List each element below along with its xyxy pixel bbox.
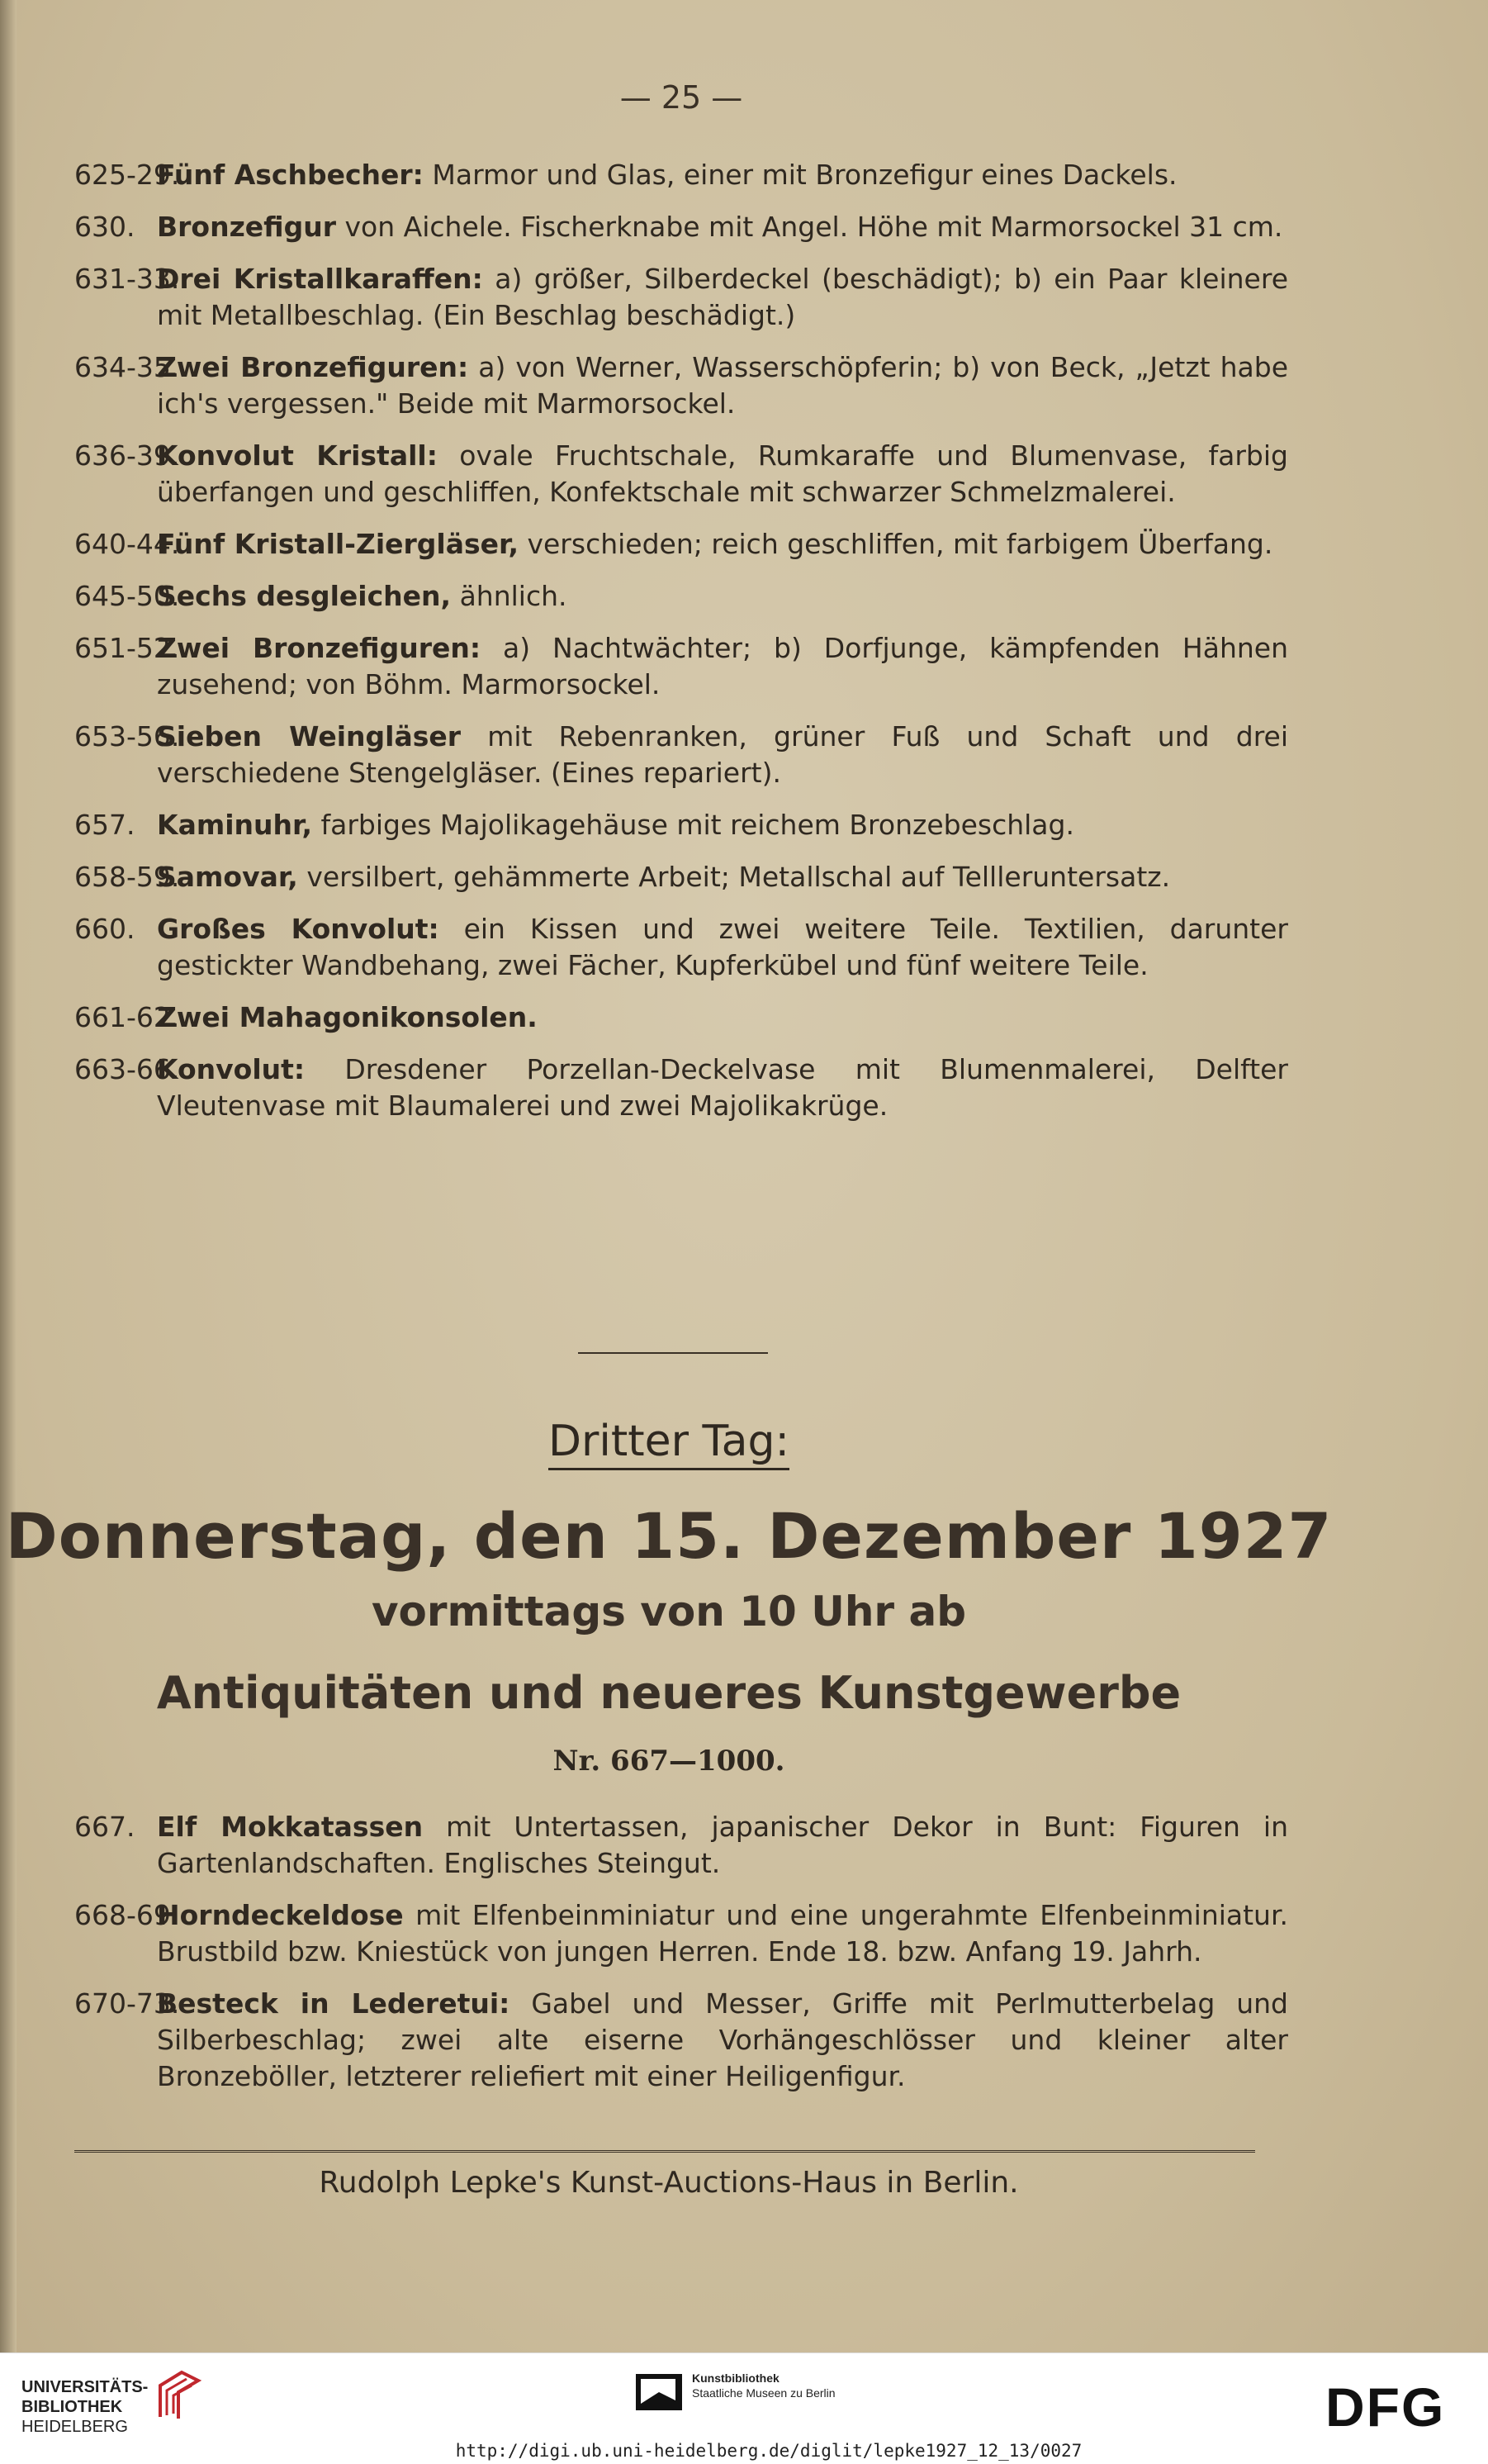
lot-description: mit Untertassen, japanischer Dekor in Bunt: Figuren in Gartenlandschaften. Englisches Steingut. bbox=[157, 1811, 1289, 1879]
lot-description: mit Elfenbeinminiatur und eine ungerahmte Elfenbeinminiatur. Brustbild bzw. Kniestück von jungen Herren. Ende 18. bzw. Anfang 19. Jahrh. bbox=[157, 1899, 1288, 1968]
lot-title: Samovar, bbox=[157, 861, 298, 893]
lot-title: Großes Konvolut: bbox=[157, 913, 439, 945]
ub-line2: BIBLIOTHEK bbox=[21, 2398, 123, 2416]
lot-number: 640-44. bbox=[74, 528, 180, 560]
date-heading: Donnerstag, den 15. Dezember 1927 bbox=[5, 1499, 1333, 1573]
lot-description: ovale Fruchtschale, Rumkaraffe und Blumenvase, farbig überfangen und geschliffen, Konfektschale mit schwarzer Schmelzmalerei. bbox=[157, 439, 1288, 508]
lot-title: Zwei Bronzefiguren: bbox=[157, 351, 469, 383]
lot-number: 660. bbox=[74, 913, 135, 945]
lot-entry bbox=[74, 1986, 1288, 2095]
lot-description: von Aichele. Fischerknabe mit Angel. Höhe mit Marmorsockel 31 cm. bbox=[336, 211, 1283, 243]
lot-entry bbox=[74, 157, 1288, 193]
lot-title: Bronzefigur bbox=[157, 211, 337, 243]
lot-entry bbox=[74, 1809, 1288, 1882]
ub-line3: HEIDELBERG bbox=[21, 2418, 128, 2436]
dfg-logo: DFG bbox=[1325, 2376, 1446, 2438]
subject-heading: Antiquitäten und neueres Kunstgewerbe bbox=[156, 1667, 1182, 1719]
lot-title: Fünf Kristall-Ziergläser, bbox=[157, 528, 519, 560]
kunstbibliothek-text bbox=[692, 2371, 836, 2400]
lot-description: versilbert, gehämmerte Arbeit; Metallschal auf Tellleruntersatz. bbox=[297, 861, 1171, 893]
lot-title: Sieben Weingläser bbox=[157, 720, 462, 752]
lot-description: farbiges Majolikagehäuse mit reichem Bronzebeschlag. bbox=[311, 809, 1074, 841]
source-url[interactable]: http://digi.ub.uni-heidelberg.de/diglit/lepke1927_12_13/0027 bbox=[455, 2441, 1083, 2461]
ub-heidelberg-icon bbox=[149, 2367, 206, 2425]
lot-range: Nr. 667—1000. bbox=[552, 1745, 785, 1778]
lot-list-top bbox=[74, 157, 1288, 1140]
lot-number: 625-29. bbox=[74, 159, 180, 191]
lot-entry bbox=[74, 261, 1288, 334]
lot-entry bbox=[74, 630, 1288, 703]
lot-title: Fünf Aschbecher: bbox=[157, 159, 424, 191]
lot-number: 663-66. bbox=[74, 1053, 180, 1085]
lot-number: 645-50. bbox=[74, 580, 180, 612]
lot-description: Dresdener Porzellan-Deckelvase mit Blumenmalerei, Delfter Vleutenvase mit Blaumalerei und zwei Majolikakrüge. bbox=[157, 1053, 1288, 1122]
lot-description: ähnlich. bbox=[451, 580, 567, 612]
lot-number: 657. bbox=[74, 809, 135, 841]
footer-rule bbox=[74, 2150, 1255, 2153]
publisher-line: Rudolph Lepke's Kunst-Auctions-Haus in Berlin. bbox=[319, 2166, 1019, 2200]
kb-line1: Kunstbibliothek bbox=[692, 2371, 780, 2385]
lot-entry bbox=[74, 209, 1288, 245]
lot-title: Konvolut: bbox=[157, 1053, 306, 1085]
lot-description: a) größer, Silberdeckel (beschädigt); b) ein Paar kleinere mit Metallbeschlag. (Ein Beschlag beschädigt.) bbox=[157, 263, 1288, 331]
lot-number: 634-35. bbox=[74, 351, 180, 383]
lot-number: 658-59. bbox=[74, 861, 180, 893]
lot-title: Konvolut Kristall: bbox=[157, 439, 438, 472]
lot-title: Sechs desgleichen, bbox=[157, 580, 452, 612]
lot-description: a) Nachtwächter; b) Dorfjunge, kämpfenden Hähnen zusehend; von Böhm. Marmorsockel. bbox=[157, 632, 1288, 700]
lot-number: 661-62. bbox=[74, 1001, 180, 1033]
lot-description: mit Rebenranken, grüner Fuß und Schaft und drei verschiedene Stengelgläser. (Eines repariert). bbox=[157, 720, 1289, 789]
lot-number: 667. bbox=[74, 1811, 135, 1843]
lot-title: Besteck in Lederetui: bbox=[157, 1987, 510, 2020]
lot-list-bottom bbox=[74, 1809, 1288, 2110]
lot-entry bbox=[74, 1052, 1288, 1124]
lot-entry bbox=[74, 859, 1288, 895]
separator-rule bbox=[578, 1352, 768, 1354]
lot-entry bbox=[74, 438, 1288, 510]
lot-title: Drei Kristallkaraffen: bbox=[157, 263, 483, 295]
ub-line1: UNIVERSITÄTS- bbox=[21, 2378, 149, 2396]
lot-description: a) von Werner, Wasserschöpferin; b) von Beck, „Jetzt habe ich's vergessen." Beide mit Marmorsockel. bbox=[157, 351, 1288, 420]
lot-entry bbox=[74, 911, 1288, 984]
lot-number: 636-39. bbox=[74, 439, 180, 472]
lot-number: 651-52. bbox=[74, 632, 180, 664]
page-edge-shadow bbox=[0, 0, 17, 2352]
lot-title: Zwei Bronzefiguren: bbox=[157, 632, 481, 664]
lot-description: verschieden; reich geschliffen, mit farbigem Überfang. bbox=[518, 528, 1273, 560]
day-heading-text: Dritter Tag: bbox=[548, 1417, 789, 1470]
lot-entry bbox=[74, 807, 1288, 843]
time-heading: vormittags von 10 Uhr ab bbox=[371, 1588, 967, 1636]
lot-number: 630. bbox=[74, 211, 135, 243]
lot-entry bbox=[74, 1897, 1288, 1970]
lot-description: Gabel und Messer, Griffe mit Perlmutterbelag und Silberbeschlag; zwei alte eiserne Vorhängeschlösser und kleiner alter Bronzeböller, letzterer reliefiert mit einer Heiligenfigur. bbox=[157, 1987, 1288, 2092]
lot-title: Kaminuhr, bbox=[157, 809, 312, 841]
lot-entry bbox=[74, 349, 1288, 422]
lot-title: Elf Mokkatassen bbox=[157, 1811, 424, 1843]
lot-entry bbox=[74, 578, 1288, 615]
lot-title: Zwei Mahagonikonsolen. bbox=[157, 1001, 538, 1033]
lot-number: 631-33. bbox=[74, 263, 180, 295]
day-heading bbox=[0, 1417, 1338, 1466]
page-number: — 25 — bbox=[619, 79, 743, 116]
lot-number: 668-69. bbox=[74, 1899, 180, 1931]
lot-entry bbox=[74, 719, 1288, 791]
lot-number: 653-56. bbox=[74, 720, 180, 752]
lot-entry bbox=[74, 526, 1288, 563]
lot-description: ein Kissen und zwei weitere Teile. Textilien, darunter gestickter Wandbehang, zwei Fächer, Kupferkübel und fünf weitere Teile. bbox=[157, 913, 1288, 981]
ub-heidelberg-logo-text bbox=[21, 2377, 148, 2437]
kb-line2: Staatliche Museen zu Berlin bbox=[692, 2386, 836, 2400]
lot-title: Horndeckeldose bbox=[157, 1899, 404, 1931]
lot-description: Marmor und Glas, einer mit Bronzefigur eines Dackels. bbox=[423, 159, 1178, 191]
lot-entry bbox=[74, 999, 1288, 1036]
lot-number: 670-73. bbox=[74, 1987, 180, 2020]
